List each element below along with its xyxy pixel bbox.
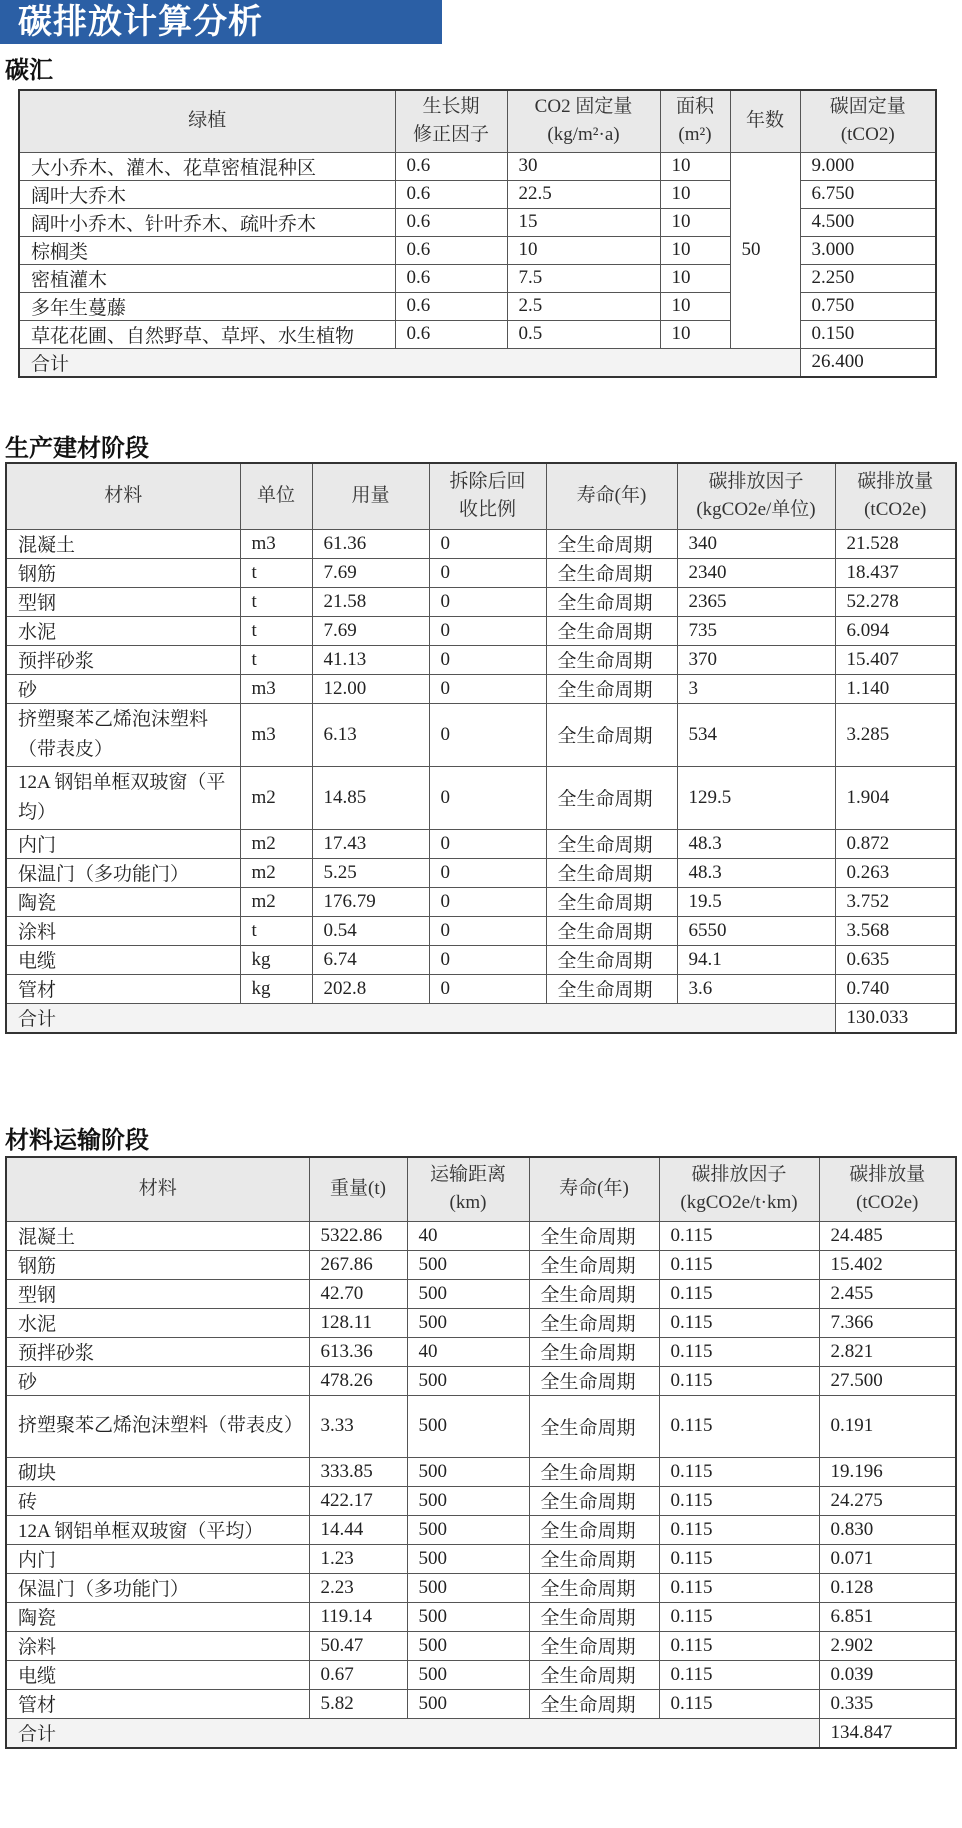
emission-factor-cell: 0.115 <box>659 1573 819 1602</box>
carbon-fixed-cell: 3.000 <box>800 236 936 264</box>
header-material: 材料 <box>6 463 240 529</box>
table-row <box>6 858 956 887</box>
lifetime-cell: 全生命周期 <box>546 974 677 1003</box>
emission-factor-cell: 0.115 <box>659 1337 819 1366</box>
header-area: 面积 (m²) <box>660 90 730 152</box>
total-label: 合计 <box>19 348 800 377</box>
distance-cell: 40 <box>407 1221 529 1250</box>
emission-cell: 0.635 <box>835 945 956 974</box>
emission-factor-cell: 0.115 <box>659 1515 819 1544</box>
emission-factor-cell: 48.3 <box>677 829 835 858</box>
material-cell: 保温门（多功能门） <box>6 858 240 887</box>
recycle-ratio-cell: 0 <box>429 945 546 974</box>
header-carbon-fixed: 碳固定量 (tCO2) <box>800 90 936 152</box>
distance-cell: 40 <box>407 1337 529 1366</box>
recycle-ratio-cell: 0 <box>429 766 546 829</box>
recycle-ratio-cell: 0 <box>429 645 546 674</box>
lifetime-cell: 全生命周期 <box>546 529 677 558</box>
area-cell: 10 <box>660 236 730 264</box>
lifetime-cell: 全生命周期 <box>546 945 677 974</box>
total-value: 130.033 <box>835 1003 956 1033</box>
unit-cell: m2 <box>240 829 312 858</box>
emission-cell: 2.455 <box>819 1279 956 1308</box>
table-row <box>6 616 956 645</box>
recycle-ratio-cell: 0 <box>429 858 546 887</box>
header-unit: 单位 <box>240 463 312 529</box>
emission-cell: 24.485 <box>819 1221 956 1250</box>
emission-factor-cell: 3 <box>677 674 835 703</box>
emission-cell: 0.071 <box>819 1544 956 1573</box>
material-cell: 涂料 <box>6 916 240 945</box>
table-row <box>6 829 956 858</box>
distance-cell: 500 <box>407 1279 529 1308</box>
material-cell: 12A 钢铝单框双玻窗（平均） <box>6 1515 309 1544</box>
emission-cell: 0.039 <box>819 1660 956 1689</box>
lifetime-cell: 全生命周期 <box>546 858 677 887</box>
area-cell: 10 <box>660 208 730 236</box>
table-row <box>6 1486 956 1515</box>
unit-cell: t <box>240 587 312 616</box>
material-cell: 砌块 <box>6 1457 309 1486</box>
lifetime-cell: 全生命周期 <box>529 1395 659 1457</box>
co2-fixation-cell: 0.5 <box>507 320 660 348</box>
lifetime-cell: 全生命周期 <box>529 1221 659 1250</box>
distance-cell: 500 <box>407 1395 529 1457</box>
table-row <box>6 674 956 703</box>
carbon-fixed-cell: 9.000 <box>800 152 936 180</box>
distance-cell: 500 <box>407 1602 529 1631</box>
table-row <box>6 703 956 766</box>
header-recycle-ratio: 拆除后回 收比例 <box>429 463 546 529</box>
carbon-fixed-cell: 6.750 <box>800 180 936 208</box>
emission-factor-cell: 19.5 <box>677 887 835 916</box>
table-row <box>6 1221 956 1250</box>
table-row <box>6 529 956 558</box>
table-row <box>6 766 956 829</box>
material-cell: 砂 <box>6 1366 309 1395</box>
total-label: 合计 <box>6 1718 819 1748</box>
co2-fixation-cell: 15 <box>507 208 660 236</box>
emission-cell: 1.140 <box>835 674 956 703</box>
material-cell: 内门 <box>6 829 240 858</box>
material-cell: 内门 <box>6 1544 309 1573</box>
unit-cell: kg <box>240 974 312 1003</box>
table-row <box>6 1631 956 1660</box>
lifetime-cell: 全生命周期 <box>529 1689 659 1718</box>
unit-cell: m3 <box>240 674 312 703</box>
table-row <box>6 1660 956 1689</box>
emission-factor-cell: 129.5 <box>677 766 835 829</box>
material-cell: 管材 <box>6 974 240 1003</box>
lifetime-cell: 全生命周期 <box>546 587 677 616</box>
material-cell: 管材 <box>6 1689 309 1718</box>
lifetime-cell: 全生命周期 <box>546 558 677 587</box>
recycle-ratio-cell: 0 <box>429 558 546 587</box>
emission-factor-cell: 3.6 <box>677 974 835 1003</box>
table-row <box>19 152 936 180</box>
header-material: 材料 <box>6 1157 309 1221</box>
header-lifetime: 寿命(年) <box>546 463 677 529</box>
weight-cell: 613.36 <box>309 1337 407 1366</box>
emission-factor-cell: 2340 <box>677 558 835 587</box>
material-cell: 砖 <box>6 1486 309 1515</box>
distance-cell: 500 <box>407 1486 529 1515</box>
emission-cell: 24.275 <box>819 1486 956 1515</box>
carbon-fixed-cell: 0.750 <box>800 292 936 320</box>
emission-cell: 18.437 <box>835 558 956 587</box>
lifetime-cell: 全生命周期 <box>546 674 677 703</box>
material-cell: 钢筋 <box>6 558 240 587</box>
emission-factor-cell: 0.115 <box>659 1366 819 1395</box>
weight-cell: 1.23 <box>309 1544 407 1573</box>
material-cell: 水泥 <box>6 1308 309 1337</box>
material-cell: 挤塑聚苯乙烯泡沫塑料（带表皮） <box>6 703 240 766</box>
emission-cell: 21.528 <box>835 529 956 558</box>
co2-fixation-cell: 2.5 <box>507 292 660 320</box>
recycle-ratio-cell: 0 <box>429 887 546 916</box>
lifetime-cell: 全生命周期 <box>529 1602 659 1631</box>
emission-cell: 27.500 <box>819 1366 956 1395</box>
plant-cell: 多年生蔓藤 <box>19 292 395 320</box>
distance-cell: 500 <box>407 1457 529 1486</box>
plant-cell: 草花花圃、自然野草、草坪、水生植物 <box>19 320 395 348</box>
years-cell: 50 <box>730 152 800 348</box>
lifetime-cell: 全生命周期 <box>546 616 677 645</box>
emission-cell: 15.402 <box>819 1250 956 1279</box>
weight-cell: 5322.86 <box>309 1221 407 1250</box>
header-emission: 碳排放量 (tCO2e) <box>835 463 956 529</box>
amount-cell: 7.69 <box>312 558 429 587</box>
emission-factor-cell: 370 <box>677 645 835 674</box>
table-row <box>6 587 956 616</box>
lifetime-cell: 全生命周期 <box>546 916 677 945</box>
table-row <box>6 1689 956 1718</box>
plant-cell: 阔叶大乔木 <box>19 180 395 208</box>
emission-factor-cell: 0.115 <box>659 1250 819 1279</box>
material-cell: 型钢 <box>6 1279 309 1308</box>
table-row <box>6 1573 956 1602</box>
emission-factor-cell: 0.115 <box>659 1660 819 1689</box>
growth-factor-cell: 0.6 <box>395 208 507 236</box>
table-row <box>6 974 956 1003</box>
lifetime-cell: 全生命周期 <box>529 1544 659 1573</box>
lifetime-cell: 全生命周期 <box>529 1366 659 1395</box>
weight-cell: 267.86 <box>309 1250 407 1279</box>
table-row <box>6 1602 956 1631</box>
emission-cell: 0.263 <box>835 858 956 887</box>
amount-cell: 61.36 <box>312 529 429 558</box>
lifetime-cell: 全生命周期 <box>529 1486 659 1515</box>
table-row <box>6 1337 956 1366</box>
emission-factor-cell: 735 <box>677 616 835 645</box>
table-row <box>6 1515 956 1544</box>
growth-factor-cell: 0.6 <box>395 292 507 320</box>
material-cell: 涂料 <box>6 1631 309 1660</box>
material-cell: 型钢 <box>6 587 240 616</box>
table-row <box>6 1308 956 1337</box>
amount-cell: 14.85 <box>312 766 429 829</box>
amount-cell: 202.8 <box>312 974 429 1003</box>
emission-factor-cell: 340 <box>677 529 835 558</box>
distance-cell: 500 <box>407 1689 529 1718</box>
weight-cell: 3.33 <box>309 1395 407 1457</box>
lifetime-cell: 全生命周期 <box>546 766 677 829</box>
material-cell: 水泥 <box>6 616 240 645</box>
amount-cell: 5.25 <box>312 858 429 887</box>
unit-cell: m2 <box>240 858 312 887</box>
header-lifetime: 寿命(年) <box>529 1157 659 1221</box>
production-stage-table <box>5 462 957 1034</box>
section-title-transport: 材料运输阶段 <box>5 1126 149 1154</box>
material-cell: 保温门（多功能门） <box>6 1573 309 1602</box>
total-label: 合计 <box>6 1003 835 1033</box>
area-cell: 10 <box>660 264 730 292</box>
lifetime-cell: 全生命周期 <box>529 1250 659 1279</box>
carbon-sink-table <box>18 89 937 378</box>
recycle-ratio-cell: 0 <box>429 829 546 858</box>
distance-cell: 500 <box>407 1544 529 1573</box>
material-cell: 陶瓷 <box>6 887 240 916</box>
distance-cell: 500 <box>407 1573 529 1602</box>
growth-factor-cell: 0.6 <box>395 264 507 292</box>
co2-fixation-cell: 30 <box>507 152 660 180</box>
growth-factor-cell: 0.6 <box>395 152 507 180</box>
area-cell: 10 <box>660 292 730 320</box>
growth-factor-cell: 0.6 <box>395 236 507 264</box>
weight-cell: 0.67 <box>309 1660 407 1689</box>
amount-cell: 17.43 <box>312 829 429 858</box>
table-row <box>6 916 956 945</box>
carbon-fixed-cell: 0.150 <box>800 320 936 348</box>
total-row <box>6 1003 956 1033</box>
co2-fixation-cell: 10 <box>507 236 660 264</box>
emission-factor-cell: 0.115 <box>659 1544 819 1573</box>
table-row <box>6 645 956 674</box>
emission-factor-cell: 0.115 <box>659 1486 819 1515</box>
header-years: 年数 <box>730 90 800 152</box>
growth-factor-cell: 0.6 <box>395 180 507 208</box>
carbon-fixed-cell: 2.250 <box>800 264 936 292</box>
total-value: 26.400 <box>800 348 936 377</box>
emission-factor-cell: 94.1 <box>677 945 835 974</box>
emission-cell: 3.285 <box>835 703 956 766</box>
plant-cell: 大小乔木、灌木、花草密植混种区 <box>19 152 395 180</box>
co2-fixation-cell: 7.5 <box>507 264 660 292</box>
emission-cell: 3.752 <box>835 887 956 916</box>
weight-cell: 128.11 <box>309 1308 407 1337</box>
emission-cell: 19.196 <box>819 1457 956 1486</box>
unit-cell: m3 <box>240 529 312 558</box>
unit-cell: t <box>240 616 312 645</box>
weight-cell: 119.14 <box>309 1602 407 1631</box>
unit-cell: m2 <box>240 887 312 916</box>
unit-cell: t <box>240 645 312 674</box>
distance-cell: 500 <box>407 1515 529 1544</box>
area-cell: 10 <box>660 320 730 348</box>
area-cell: 10 <box>660 152 730 180</box>
emission-cell: 3.568 <box>835 916 956 945</box>
total-row <box>6 1718 956 1748</box>
material-cell: 电缆 <box>6 1660 309 1689</box>
transport-stage-table <box>5 1156 957 1749</box>
weight-cell: 42.70 <box>309 1279 407 1308</box>
recycle-ratio-cell: 0 <box>429 529 546 558</box>
distance-cell: 500 <box>407 1366 529 1395</box>
lifetime-cell: 全生命周期 <box>529 1573 659 1602</box>
section-title-production: 生产建材阶段 <box>5 434 149 462</box>
lifetime-cell: 全生命周期 <box>546 645 677 674</box>
lifetime-cell: 全生命周期 <box>529 1631 659 1660</box>
amount-cell: 7.69 <box>312 616 429 645</box>
emission-cell: 15.407 <box>835 645 956 674</box>
emission-factor-cell: 0.115 <box>659 1457 819 1486</box>
amount-cell: 176.79 <box>312 887 429 916</box>
emission-factor-cell: 2365 <box>677 587 835 616</box>
plant-cell: 密植灌木 <box>19 264 395 292</box>
weight-cell: 422.17 <box>309 1486 407 1515</box>
recycle-ratio-cell: 0 <box>429 616 546 645</box>
carbon-fixed-cell: 4.500 <box>800 208 936 236</box>
emission-cell: 2.821 <box>819 1337 956 1366</box>
unit-cell: t <box>240 558 312 587</box>
emission-cell: 52.278 <box>835 587 956 616</box>
emission-cell: 6.094 <box>835 616 956 645</box>
distance-cell: 500 <box>407 1308 529 1337</box>
header-amount: 用量 <box>312 463 429 529</box>
table-row <box>6 1457 956 1486</box>
material-cell: 12A 钢铝单框双玻窗（平均） <box>6 766 240 829</box>
weight-cell: 478.26 <box>309 1366 407 1395</box>
emission-factor-cell: 0.115 <box>659 1279 819 1308</box>
plant-cell: 阔叶小乔木、针叶乔木、疏叶乔木 <box>19 208 395 236</box>
table-row <box>6 1544 956 1573</box>
amount-cell: 6.74 <box>312 945 429 974</box>
weight-cell: 5.82 <box>309 1689 407 1718</box>
emission-cell: 7.366 <box>819 1308 956 1337</box>
table-row <box>6 1250 956 1279</box>
weight-cell: 2.23 <box>309 1573 407 1602</box>
emission-cell: 0.740 <box>835 974 956 1003</box>
material-cell: 混凝土 <box>6 1221 309 1250</box>
section-title-sink: 碳汇 <box>5 56 53 84</box>
header-plant: 绿植 <box>19 90 395 152</box>
table-row <box>6 887 956 916</box>
material-cell: 电缆 <box>6 945 240 974</box>
material-cell: 陶瓷 <box>6 1602 309 1631</box>
amount-cell: 0.54 <box>312 916 429 945</box>
emission-cell: 6.851 <box>819 1602 956 1631</box>
emission-factor-cell: 0.115 <box>659 1308 819 1337</box>
table-row <box>6 1366 956 1395</box>
amount-cell: 41.13 <box>312 645 429 674</box>
amount-cell: 21.58 <box>312 587 429 616</box>
lifetime-cell: 全生命周期 <box>529 1279 659 1308</box>
amount-cell: 6.13 <box>312 703 429 766</box>
emission-factor-cell: 6550 <box>677 916 835 945</box>
lifetime-cell: 全生命周期 <box>546 887 677 916</box>
emission-factor-cell: 0.115 <box>659 1221 819 1250</box>
emission-factor-cell: 0.115 <box>659 1395 819 1457</box>
distance-cell: 500 <box>407 1660 529 1689</box>
emission-factor-cell: 0.115 <box>659 1602 819 1631</box>
total-row <box>19 348 936 377</box>
lifetime-cell: 全生命周期 <box>546 703 677 766</box>
emission-cell: 0.872 <box>835 829 956 858</box>
lifetime-cell: 全生命周期 <box>546 829 677 858</box>
plant-cell: 棕榈类 <box>19 236 395 264</box>
material-cell: 砂 <box>6 674 240 703</box>
total-value: 134.847 <box>819 1718 956 1748</box>
growth-factor-cell: 0.6 <box>395 320 507 348</box>
recycle-ratio-cell: 0 <box>429 916 546 945</box>
header-weight: 重量(t) <box>309 1157 407 1221</box>
recycle-ratio-cell: 0 <box>429 703 546 766</box>
header-growth-factor: 生长期 修正因子 <box>395 90 507 152</box>
header-co2-fixation: CO2 固定量 (kg/m²·a) <box>507 90 660 152</box>
distance-cell: 500 <box>407 1250 529 1279</box>
lifetime-cell: 全生命周期 <box>529 1660 659 1689</box>
recycle-ratio-cell: 0 <box>429 587 546 616</box>
header-emission-factor: 碳排放因子 (kgCO2e/单位) <box>677 463 835 529</box>
co2-fixation-cell: 22.5 <box>507 180 660 208</box>
material-cell: 混凝土 <box>6 529 240 558</box>
emission-cell: 1.904 <box>835 766 956 829</box>
table-row <box>6 945 956 974</box>
unit-cell: t <box>240 916 312 945</box>
material-cell: 预拌砂浆 <box>6 1337 309 1366</box>
emission-cell: 2.902 <box>819 1631 956 1660</box>
material-cell: 钢筋 <box>6 1250 309 1279</box>
emission-cell: 0.830 <box>819 1515 956 1544</box>
material-cell: 预拌砂浆 <box>6 645 240 674</box>
table-row <box>6 1395 956 1457</box>
lifetime-cell: 全生命周期 <box>529 1457 659 1486</box>
lifetime-cell: 全生命周期 <box>529 1308 659 1337</box>
unit-cell: m3 <box>240 703 312 766</box>
weight-cell: 14.44 <box>309 1515 407 1544</box>
recycle-ratio-cell: 0 <box>429 674 546 703</box>
table-row <box>6 1279 956 1308</box>
unit-cell: m2 <box>240 766 312 829</box>
header-emission-factor: 碳排放因子 (kgCO2e/t·km) <box>659 1157 819 1221</box>
recycle-ratio-cell: 0 <box>429 974 546 1003</box>
emission-factor-cell: 534 <box>677 703 835 766</box>
area-cell: 10 <box>660 180 730 208</box>
amount-cell: 12.00 <box>312 674 429 703</box>
distance-cell: 500 <box>407 1631 529 1660</box>
emission-factor-cell: 0.115 <box>659 1689 819 1718</box>
unit-cell: kg <box>240 945 312 974</box>
emission-cell: 0.335 <box>819 1689 956 1718</box>
page-title: 碳排放计算分析 <box>0 0 442 44</box>
emission-factor-cell: 48.3 <box>677 858 835 887</box>
lifetime-cell: 全生命周期 <box>529 1337 659 1366</box>
header-emission: 碳排放量 (tCO2e) <box>819 1157 956 1221</box>
emission-cell: 0.191 <box>819 1395 956 1457</box>
emission-factor-cell: 0.115 <box>659 1631 819 1660</box>
material-cell: 挤塑聚苯乙烯泡沫塑料（带表皮） <box>6 1395 309 1457</box>
emission-cell: 0.128 <box>819 1573 956 1602</box>
header-distance: 运输距离 (km) <box>407 1157 529 1221</box>
weight-cell: 333.85 <box>309 1457 407 1486</box>
lifetime-cell: 全生命周期 <box>529 1515 659 1544</box>
weight-cell: 50.47 <box>309 1631 407 1660</box>
table-row <box>6 558 956 587</box>
